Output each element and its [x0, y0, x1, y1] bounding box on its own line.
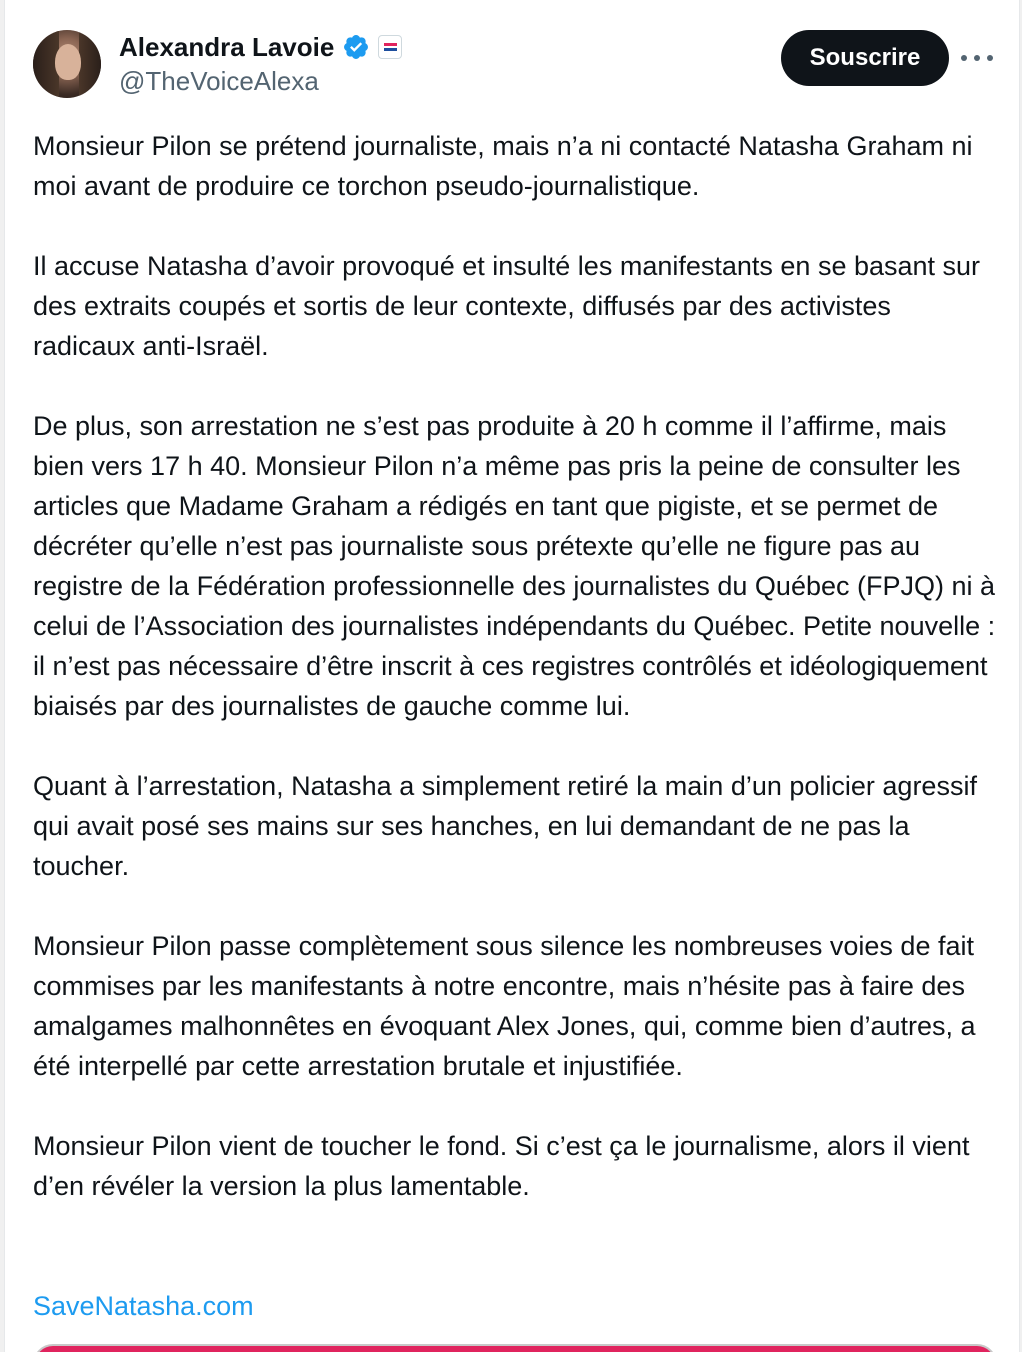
tweet-paragraph: Quant à l’arrestation, Natasha a simplement retiré la main d’un policier agressif qui avait posé ses mains sur ses hanches, en lui demandant de ne pas la toucher. [33, 771, 977, 881]
avatar-face [55, 44, 81, 80]
news-affiliate-badge-icon[interactable] [378, 35, 402, 59]
tweet-paragraph: Monsieur Pilon vient de toucher le fond. Si c’est ça le journalisme, alors il vient d’en révéler la version la plus lamentable. [33, 1131, 970, 1201]
tweet-card [4, 0, 1020, 1352]
subscribe-button[interactable]: Souscrire [781, 30, 949, 86]
tweet-paragraph: Monsieur Pilon se prétend journaliste, mais n’a ni contacté Natasha Graham ni moi avant de produire ce torchon pseudo-journalistique. [33, 131, 973, 201]
tweet-paragraph: Monsieur Pilon passe complètement sous silence les nombreuses voies de fait commises par les manifestants à notre encontre, mais n’hésite pas à faire des amalgames malhonnêtes en évoquant Alex Jones, qui, comme bien d’autres, a été interpellé par cette arrestation brutale et injustifiée. [33, 931, 976, 1081]
tweet-paragraph: Il accuse Natasha d’avoir provoqué et insulté les manifestants en se basant sur des extraits coupés et sortis de leur contexte, diffusés par des activistes radicaux anti-Israël. [33, 251, 981, 361]
avatar[interactable] [33, 30, 101, 98]
badge-stripe-red [384, 43, 397, 46]
link-card-preview[interactable] [33, 1344, 997, 1352]
author-handle[interactable]: @TheVoiceAlexa [119, 66, 319, 96]
more-dot [987, 55, 993, 61]
badge-stripe-blue [384, 48, 397, 51]
tweet-text [33, 126, 997, 1246]
avatar-hair-right [79, 30, 101, 98]
more-dot [961, 55, 967, 61]
author-name-row [119, 30, 402, 64]
verified-badge-icon [342, 33, 370, 61]
tweet-link[interactable]: SaveNatasha.com [33, 1291, 254, 1321]
more-dot [974, 55, 980, 61]
author-display-name[interactable]: Alexandra Lavoie [119, 32, 335, 62]
tweet-paragraph: De plus, son arrestation ne s’est pas produite à 20 h comme il l’affirme, mais bien vers 17 h 40. Monsieur Pilon n’a même pas pris la peine de consulter les articles que Madame Graham a rédigés en tant que pigiste, et se permet de décréter qu’elle n’est pas journaliste sous prétexte qu’elle ne figure pas au registre de la Fédération professionnelle des journalistes du Québec (FPJQ) ni à celui de l’Association des journalistes indépendants du Québec. Petite nouvelle : il n’est pas nécessaire d’être inscrit à ces registres contrôlés et idéologiquement biaisés par des journalistes de gauche comme lui. [33, 411, 996, 721]
more-options-icon[interactable] [961, 42, 993, 74]
